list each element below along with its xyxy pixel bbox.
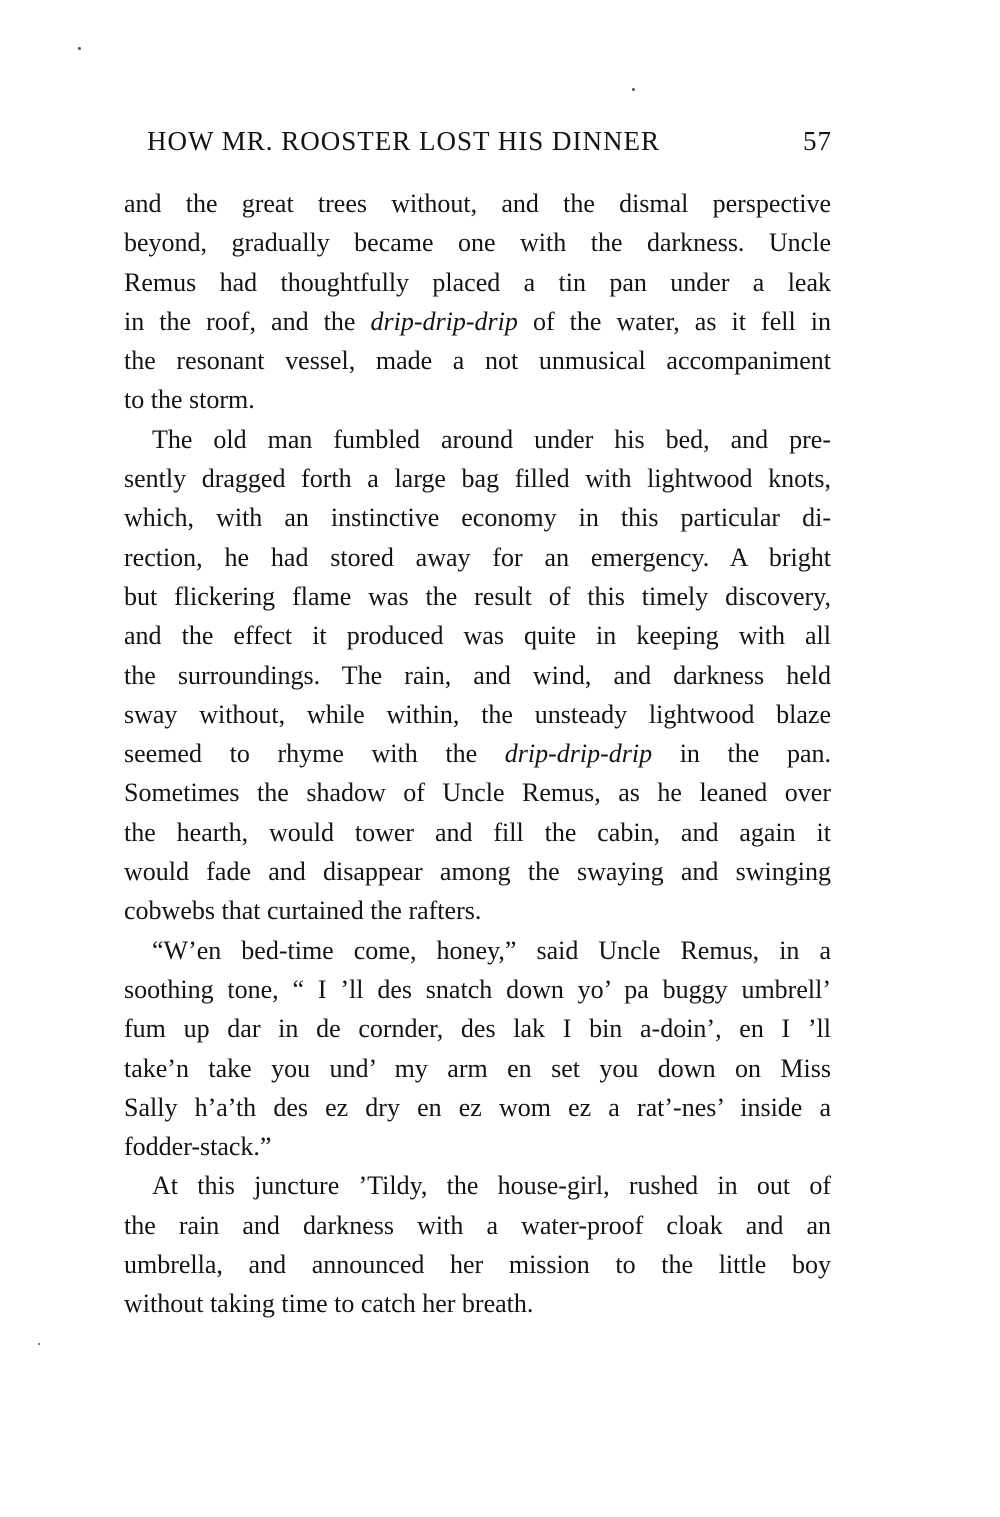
- text-line: which, with an instinctive economy in this particular di-: [124, 503, 831, 533]
- page-speck: [38, 1343, 40, 1345]
- text-line: beyond, gradually became one with the darkness. Uncle: [124, 228, 831, 258]
- text-line: would fade and disappear among the swaying and swinging: [124, 857, 831, 887]
- text-line: the hearth, would tower and fill the cabin, and again it: [124, 817, 831, 847]
- paragraph: [124, 420, 831, 931]
- text-line: cobwebs that curtained the rafters.: [124, 896, 482, 926]
- text-line: the resonant vessel, made a not unmusical accompaniment: [124, 346, 831, 376]
- text-line: The old man fumbled around under his bed, and pre-: [152, 424, 831, 454]
- text-line: the rain and darkness with a water-proof cloak and an: [124, 1210, 831, 1240]
- italic-phrase: drip-drip-drip: [504, 739, 653, 769]
- paragraph: [124, 1166, 831, 1323]
- running-title: HOW MR. ROOSTER LOST HIS DINNER: [147, 126, 661, 156]
- page-speck: [632, 88, 635, 91]
- text-line: the surroundings. The rain, and wind, and darkness held: [124, 660, 831, 690]
- page-number: 57: [803, 126, 832, 156]
- text-line: to the storm.: [124, 385, 255, 415]
- text-line: sway without, while within, the unsteady lightwood blaze: [124, 699, 831, 729]
- text-line: in the roof, and the drip-drip-drip of the water, as it fell in: [124, 306, 832, 336]
- text-line: fum up dar in de cornder, des lak I bin a-doin’, en I ’ll: [124, 1014, 831, 1044]
- text-line: At this juncture ’Tildy, the house-girl, rushed in out of: [152, 1171, 831, 1201]
- text-line: “W’en bed-time come, honey,” said Uncle Remus, in a: [152, 935, 831, 965]
- paragraph: [124, 931, 831, 1167]
- text-line: Sometimes the shadow of Uncle Remus, as he leaned over: [124, 778, 831, 808]
- text-line: sently dragged forth a large bag filled with lightwood knots,: [124, 464, 831, 494]
- text-line: seemed to rhyme with the drip-drip-drip in the pan.: [124, 739, 831, 769]
- text-line: umbrella, and announced her mission to the little boy: [124, 1250, 831, 1280]
- text-line: fodder-stack.”: [124, 1132, 272, 1162]
- text-line: and the great trees without, and the dismal perspective: [124, 189, 831, 218]
- text-line: soothing tone, “ I ’ll des snatch down yo’ pa buggy umbrell’: [124, 974, 831, 1004]
- text-line: take’n take you und’ my arm en set you down on Miss: [124, 1053, 831, 1083]
- text-line: Remus had thoughtfully placed a tin pan under a leak: [124, 267, 831, 297]
- text-line: but flickering flame was the result of this timely discovery,: [124, 581, 831, 611]
- paragraph: [124, 184, 831, 420]
- page-speck: [78, 47, 81, 50]
- text-line: without taking time to catch her breath.: [124, 1289, 534, 1319]
- text-line: Sally h’a’th des ez dry en ez wom ez a rat’-nes’ inside a: [124, 1092, 831, 1122]
- page-header: [147, 126, 832, 166]
- text-line: rection, he had stored away for an emergency. A bright: [124, 542, 831, 572]
- italic-phrase: drip-drip-drip: [370, 306, 518, 336]
- text-line: and the effect it produced was quite in keeping with all: [124, 621, 831, 651]
- body-text: [124, 184, 831, 1324]
